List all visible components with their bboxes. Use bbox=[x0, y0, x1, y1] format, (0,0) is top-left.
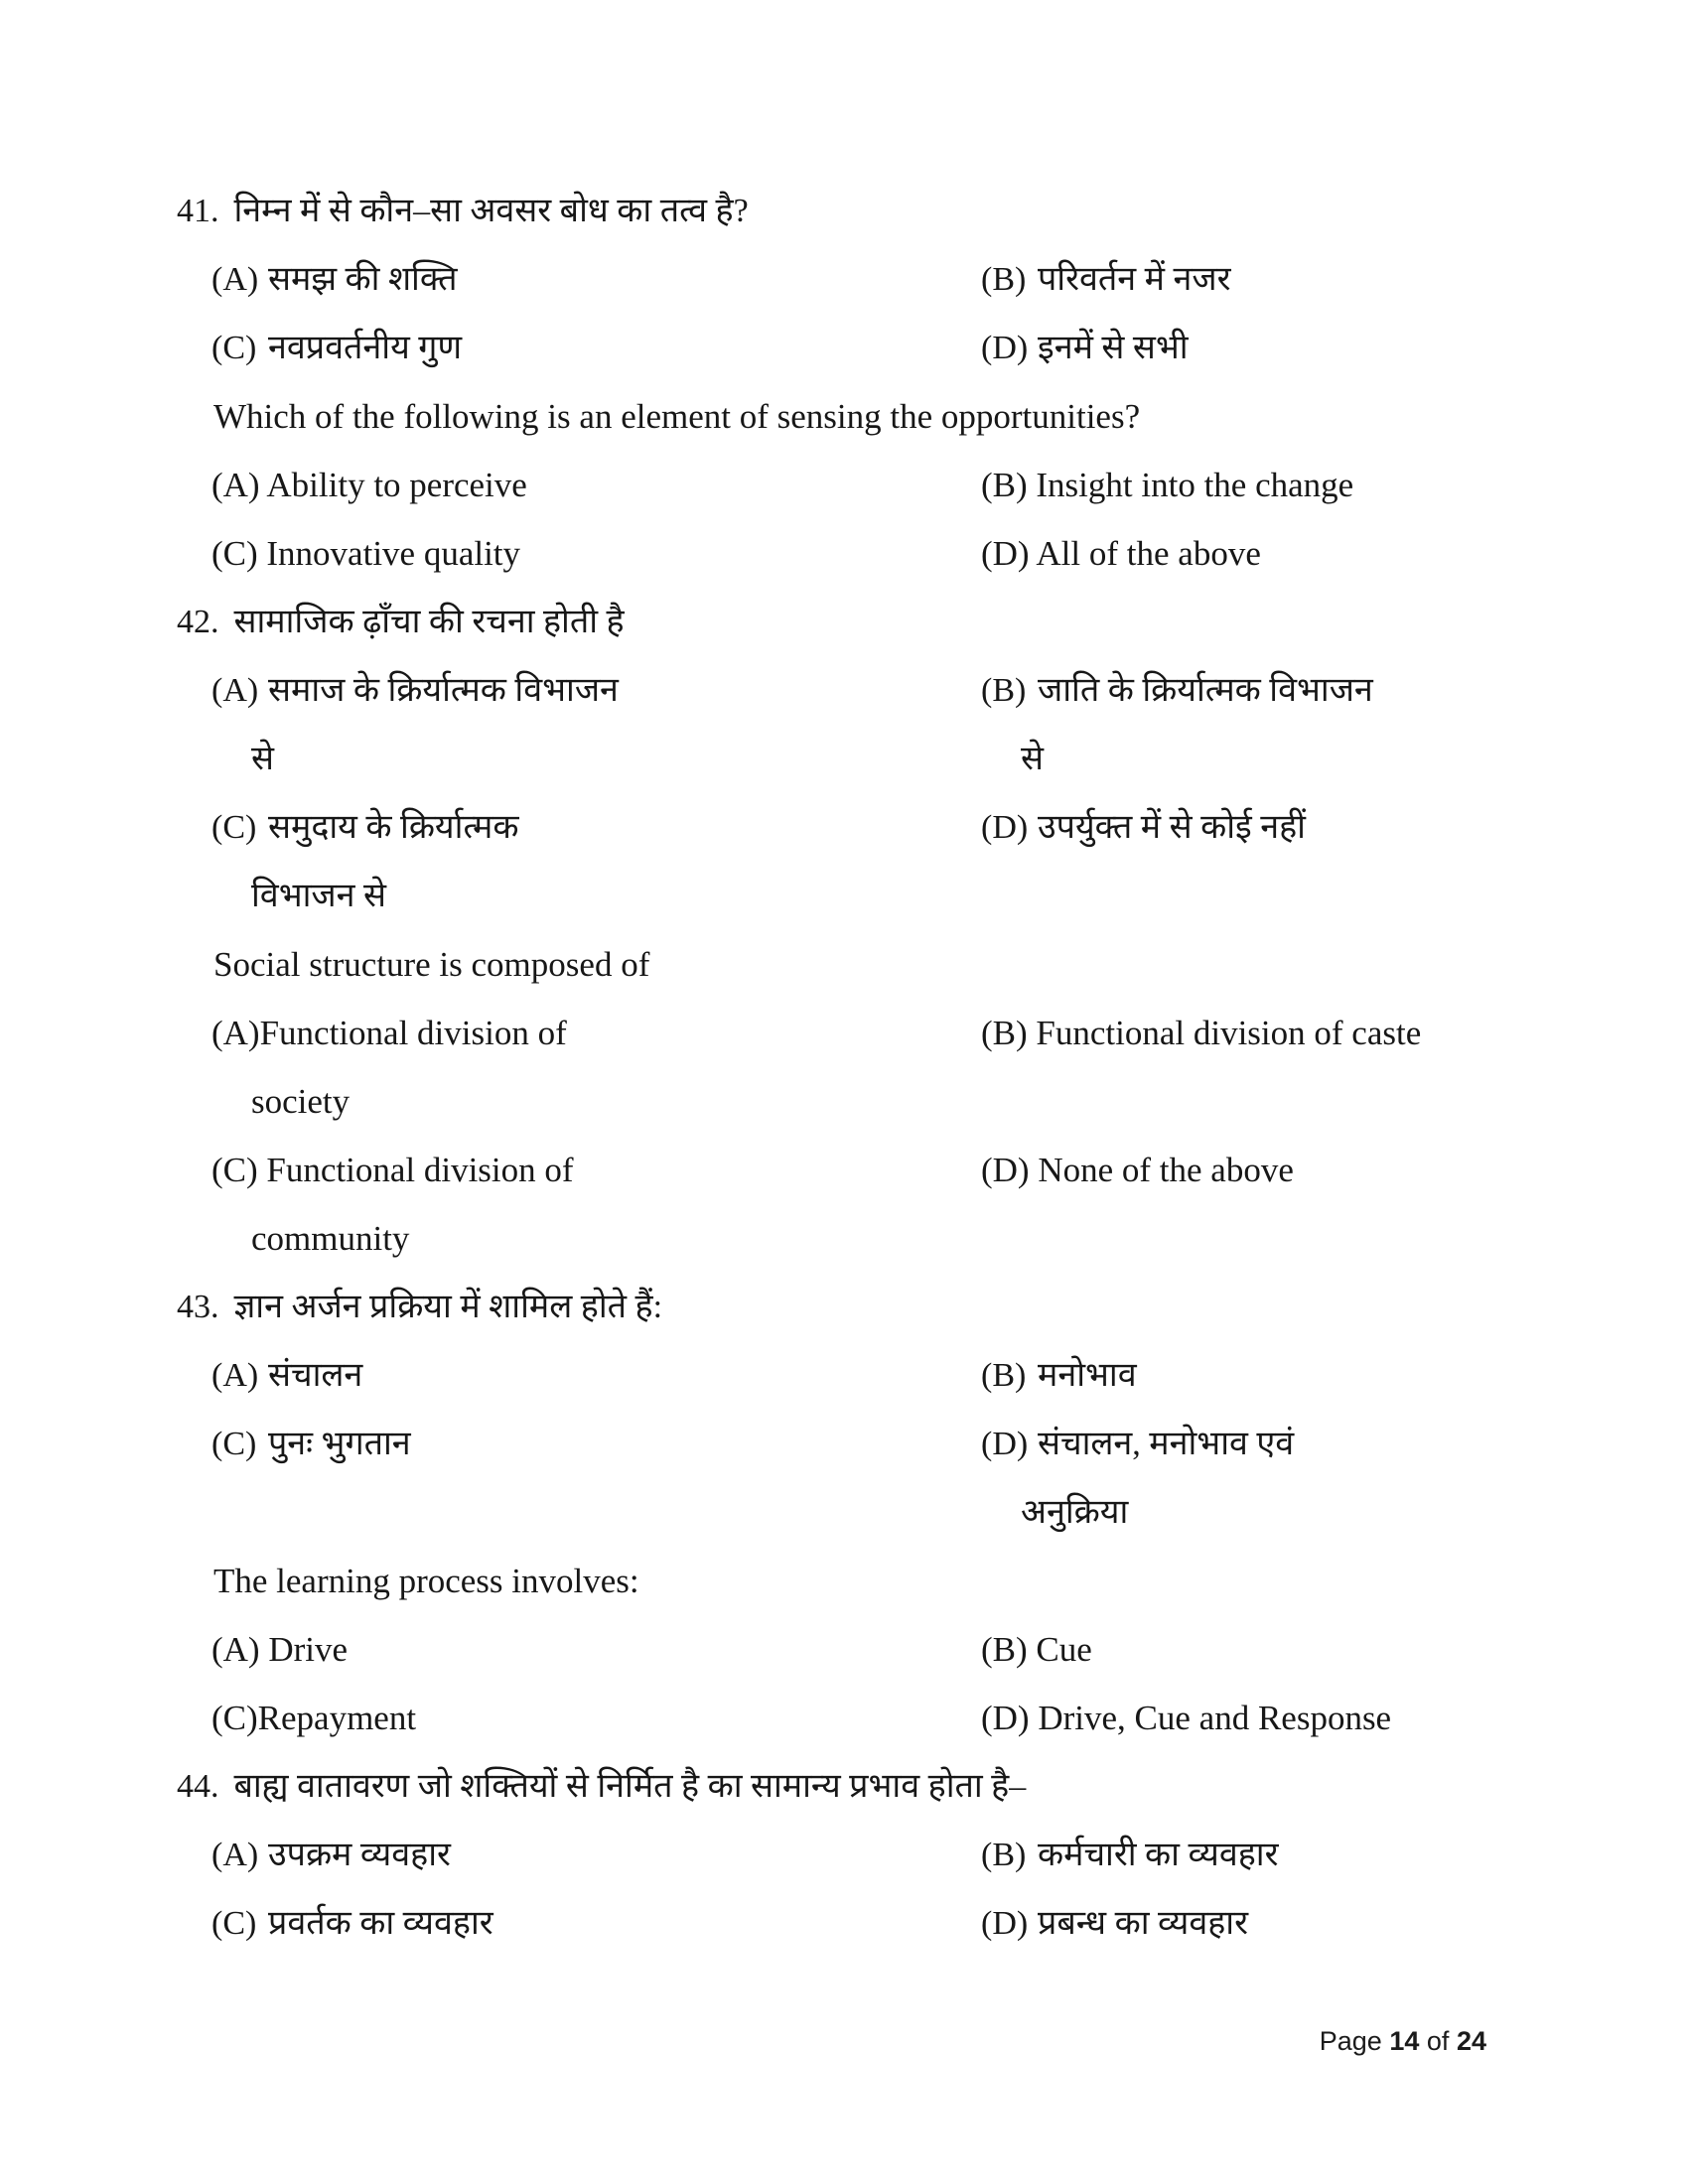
option-row bbox=[0, 314, 1688, 382]
option-label: (D) bbox=[981, 330, 1029, 366]
option-label: (C) bbox=[211, 330, 257, 366]
option-c-english bbox=[211, 519, 981, 588]
option-text: प्रवर्तक का व्यवहार bbox=[268, 1905, 493, 1942]
footer-page-number: 14 bbox=[1389, 2026, 1420, 2056]
option-text: मनोभाव bbox=[1038, 1357, 1137, 1394]
option-b-english bbox=[981, 999, 1688, 1067]
option-label: (B) bbox=[981, 672, 1027, 709]
option-d-hindi bbox=[981, 1889, 1688, 1958]
option-c-hindi bbox=[211, 1410, 981, 1478]
question-text-hindi: सामाजिक ढ़ाँचा की रचना होती है bbox=[233, 604, 625, 640]
footer-of-label: of bbox=[1426, 2026, 1450, 2056]
option-d-english bbox=[981, 1136, 1688, 1204]
option-label: (D) bbox=[981, 1905, 1029, 1942]
option-text: पुनः भुगतान bbox=[268, 1426, 411, 1462]
question-number: 44. bbox=[177, 1768, 219, 1805]
option-d-hindi bbox=[981, 1410, 1688, 1547]
option-text-continuation: से bbox=[251, 741, 274, 777]
option-a-hindi bbox=[211, 1821, 981, 1889]
option-text: समाज के क्रिर्यात्मक विभाजन bbox=[268, 672, 619, 709]
option-text: (D) All of the above bbox=[981, 534, 1261, 573]
option-row bbox=[0, 1615, 1688, 1684]
option-b-hindi bbox=[981, 245, 1688, 314]
footer-total-pages: 24 bbox=[1456, 2026, 1486, 2056]
option-label: (A) bbox=[211, 1357, 259, 1394]
option-c-english bbox=[211, 1684, 981, 1752]
option-text: समुदाय के क्रिर्यात्मक bbox=[268, 809, 519, 846]
question-text-hindi: निम्न में से कौन–सा अवसर बोध का तत्व है? bbox=[233, 193, 749, 229]
option-text: समझ की शक्ति bbox=[268, 261, 458, 298]
option-a-english bbox=[211, 1615, 981, 1684]
option-row bbox=[0, 1889, 1688, 1958]
option-label: (C) bbox=[211, 1426, 257, 1462]
option-row bbox=[0, 245, 1688, 314]
option-a-hindi bbox=[211, 1341, 981, 1410]
option-row bbox=[0, 1684, 1688, 1752]
option-label: (B) bbox=[981, 1357, 1027, 1394]
option-text: (A) Ability to perceive bbox=[211, 466, 527, 504]
option-text: नवप्रवर्तनीय गुण bbox=[268, 330, 463, 366]
question-heading-hindi bbox=[0, 588, 1688, 656]
footer-page-label: Page bbox=[1319, 2026, 1382, 2056]
option-label: (B) bbox=[981, 1837, 1027, 1873]
option-b-english bbox=[981, 451, 1688, 519]
option-label: (C) bbox=[211, 809, 257, 846]
option-c-hindi bbox=[211, 1889, 981, 1958]
option-a-hindi bbox=[211, 245, 981, 314]
question-text-english: Which of the following is an element of sensing the opportunities? bbox=[213, 397, 1141, 436]
option-text: (C) Functional division of bbox=[211, 1151, 574, 1189]
option-label: (B) bbox=[981, 261, 1027, 298]
option-row bbox=[0, 999, 1688, 1136]
question-heading-hindi bbox=[0, 177, 1688, 245]
question-43 bbox=[0, 1273, 1688, 1752]
option-row bbox=[0, 656, 1688, 793]
option-row bbox=[0, 451, 1688, 519]
option-text: परिवर्तन में नजर bbox=[1038, 261, 1231, 298]
option-text: (C)Repayment bbox=[211, 1699, 417, 1737]
option-a-hindi bbox=[211, 656, 981, 793]
option-text: इनमें से सभी bbox=[1038, 330, 1189, 366]
option-text: (B) Cue bbox=[981, 1630, 1092, 1669]
question-text-english: Social structure is composed of bbox=[213, 945, 650, 984]
question-44 bbox=[0, 1752, 1688, 1958]
option-label: (D) bbox=[981, 1426, 1029, 1462]
option-row bbox=[0, 1136, 1688, 1273]
option-text-continuation: community bbox=[251, 1219, 410, 1258]
question-number: 41. bbox=[177, 193, 219, 229]
question-number: 42. bbox=[177, 604, 219, 640]
option-row bbox=[0, 519, 1688, 588]
option-text: संचालन, मनोभाव एवं bbox=[1038, 1426, 1295, 1462]
option-text: उपक्रम व्यवहार bbox=[268, 1837, 451, 1873]
option-b-hindi bbox=[981, 1341, 1688, 1410]
option-d-hindi bbox=[981, 314, 1688, 382]
option-text-continuation: अनुक्रिया bbox=[1021, 1494, 1129, 1531]
option-c-hindi bbox=[211, 793, 981, 930]
option-text: (B) Insight into the change bbox=[981, 466, 1354, 504]
option-text: (B) Functional division of caste bbox=[981, 1014, 1422, 1052]
option-text-continuation: society bbox=[251, 1082, 351, 1121]
option-text: कर्मचारी का व्यवहार bbox=[1038, 1837, 1279, 1873]
option-text: (A) Drive bbox=[211, 1630, 349, 1669]
option-row bbox=[0, 1821, 1688, 1889]
option-a-english bbox=[211, 999, 981, 1136]
option-label: (A) bbox=[211, 1837, 259, 1873]
question-text-hindi: बाह्य वातावरण जो शक्तियों से निर्मित है का सामान्य प्रभाव होता है– bbox=[233, 1768, 1027, 1805]
option-row bbox=[0, 1341, 1688, 1410]
question-text-hindi: ज्ञान अर्जन प्रक्रिया में शामिल होते हैं: bbox=[233, 1289, 663, 1325]
option-text: संचालन bbox=[268, 1357, 363, 1394]
question-41 bbox=[0, 177, 1688, 588]
question-number: 43. bbox=[177, 1289, 219, 1325]
option-text: (A)Functional division of bbox=[211, 1014, 567, 1052]
option-text-continuation: विभाजन से bbox=[251, 878, 386, 914]
option-text: प्रबन्ध का व्यवहार bbox=[1038, 1905, 1249, 1942]
option-b-english bbox=[981, 1615, 1688, 1684]
option-c-english bbox=[211, 1136, 981, 1273]
option-a-english bbox=[211, 451, 981, 519]
option-text: जाति के क्रिर्यात्मक विभाजन bbox=[1038, 672, 1373, 709]
option-text: (D) None of the above bbox=[981, 1151, 1294, 1189]
option-text: उपर्युक्त में से कोई नहीं bbox=[1038, 809, 1306, 846]
option-b-hindi bbox=[981, 1821, 1688, 1889]
question-heading-hindi bbox=[0, 1752, 1688, 1821]
option-d-english bbox=[981, 519, 1688, 588]
option-d-hindi bbox=[981, 793, 1688, 862]
option-label: (A) bbox=[211, 261, 259, 298]
option-text-continuation: से bbox=[1021, 741, 1044, 777]
option-row bbox=[0, 793, 1688, 930]
option-label: (A) bbox=[211, 672, 259, 709]
option-row bbox=[0, 1410, 1688, 1547]
option-label: (D) bbox=[981, 809, 1029, 846]
option-label: (C) bbox=[211, 1905, 257, 1942]
question-heading-hindi bbox=[0, 1273, 1688, 1341]
question-42 bbox=[0, 588, 1688, 1273]
option-d-english bbox=[981, 1684, 1688, 1752]
option-b-hindi bbox=[981, 656, 1688, 793]
option-text: (D) Drive, Cue and Response bbox=[981, 1699, 1392, 1737]
option-text: (C) Innovative quality bbox=[211, 534, 521, 573]
option-c-hindi bbox=[211, 314, 981, 382]
page-footer bbox=[1320, 2021, 1486, 2061]
question-text-english: The learning process involves: bbox=[213, 1562, 639, 1600]
